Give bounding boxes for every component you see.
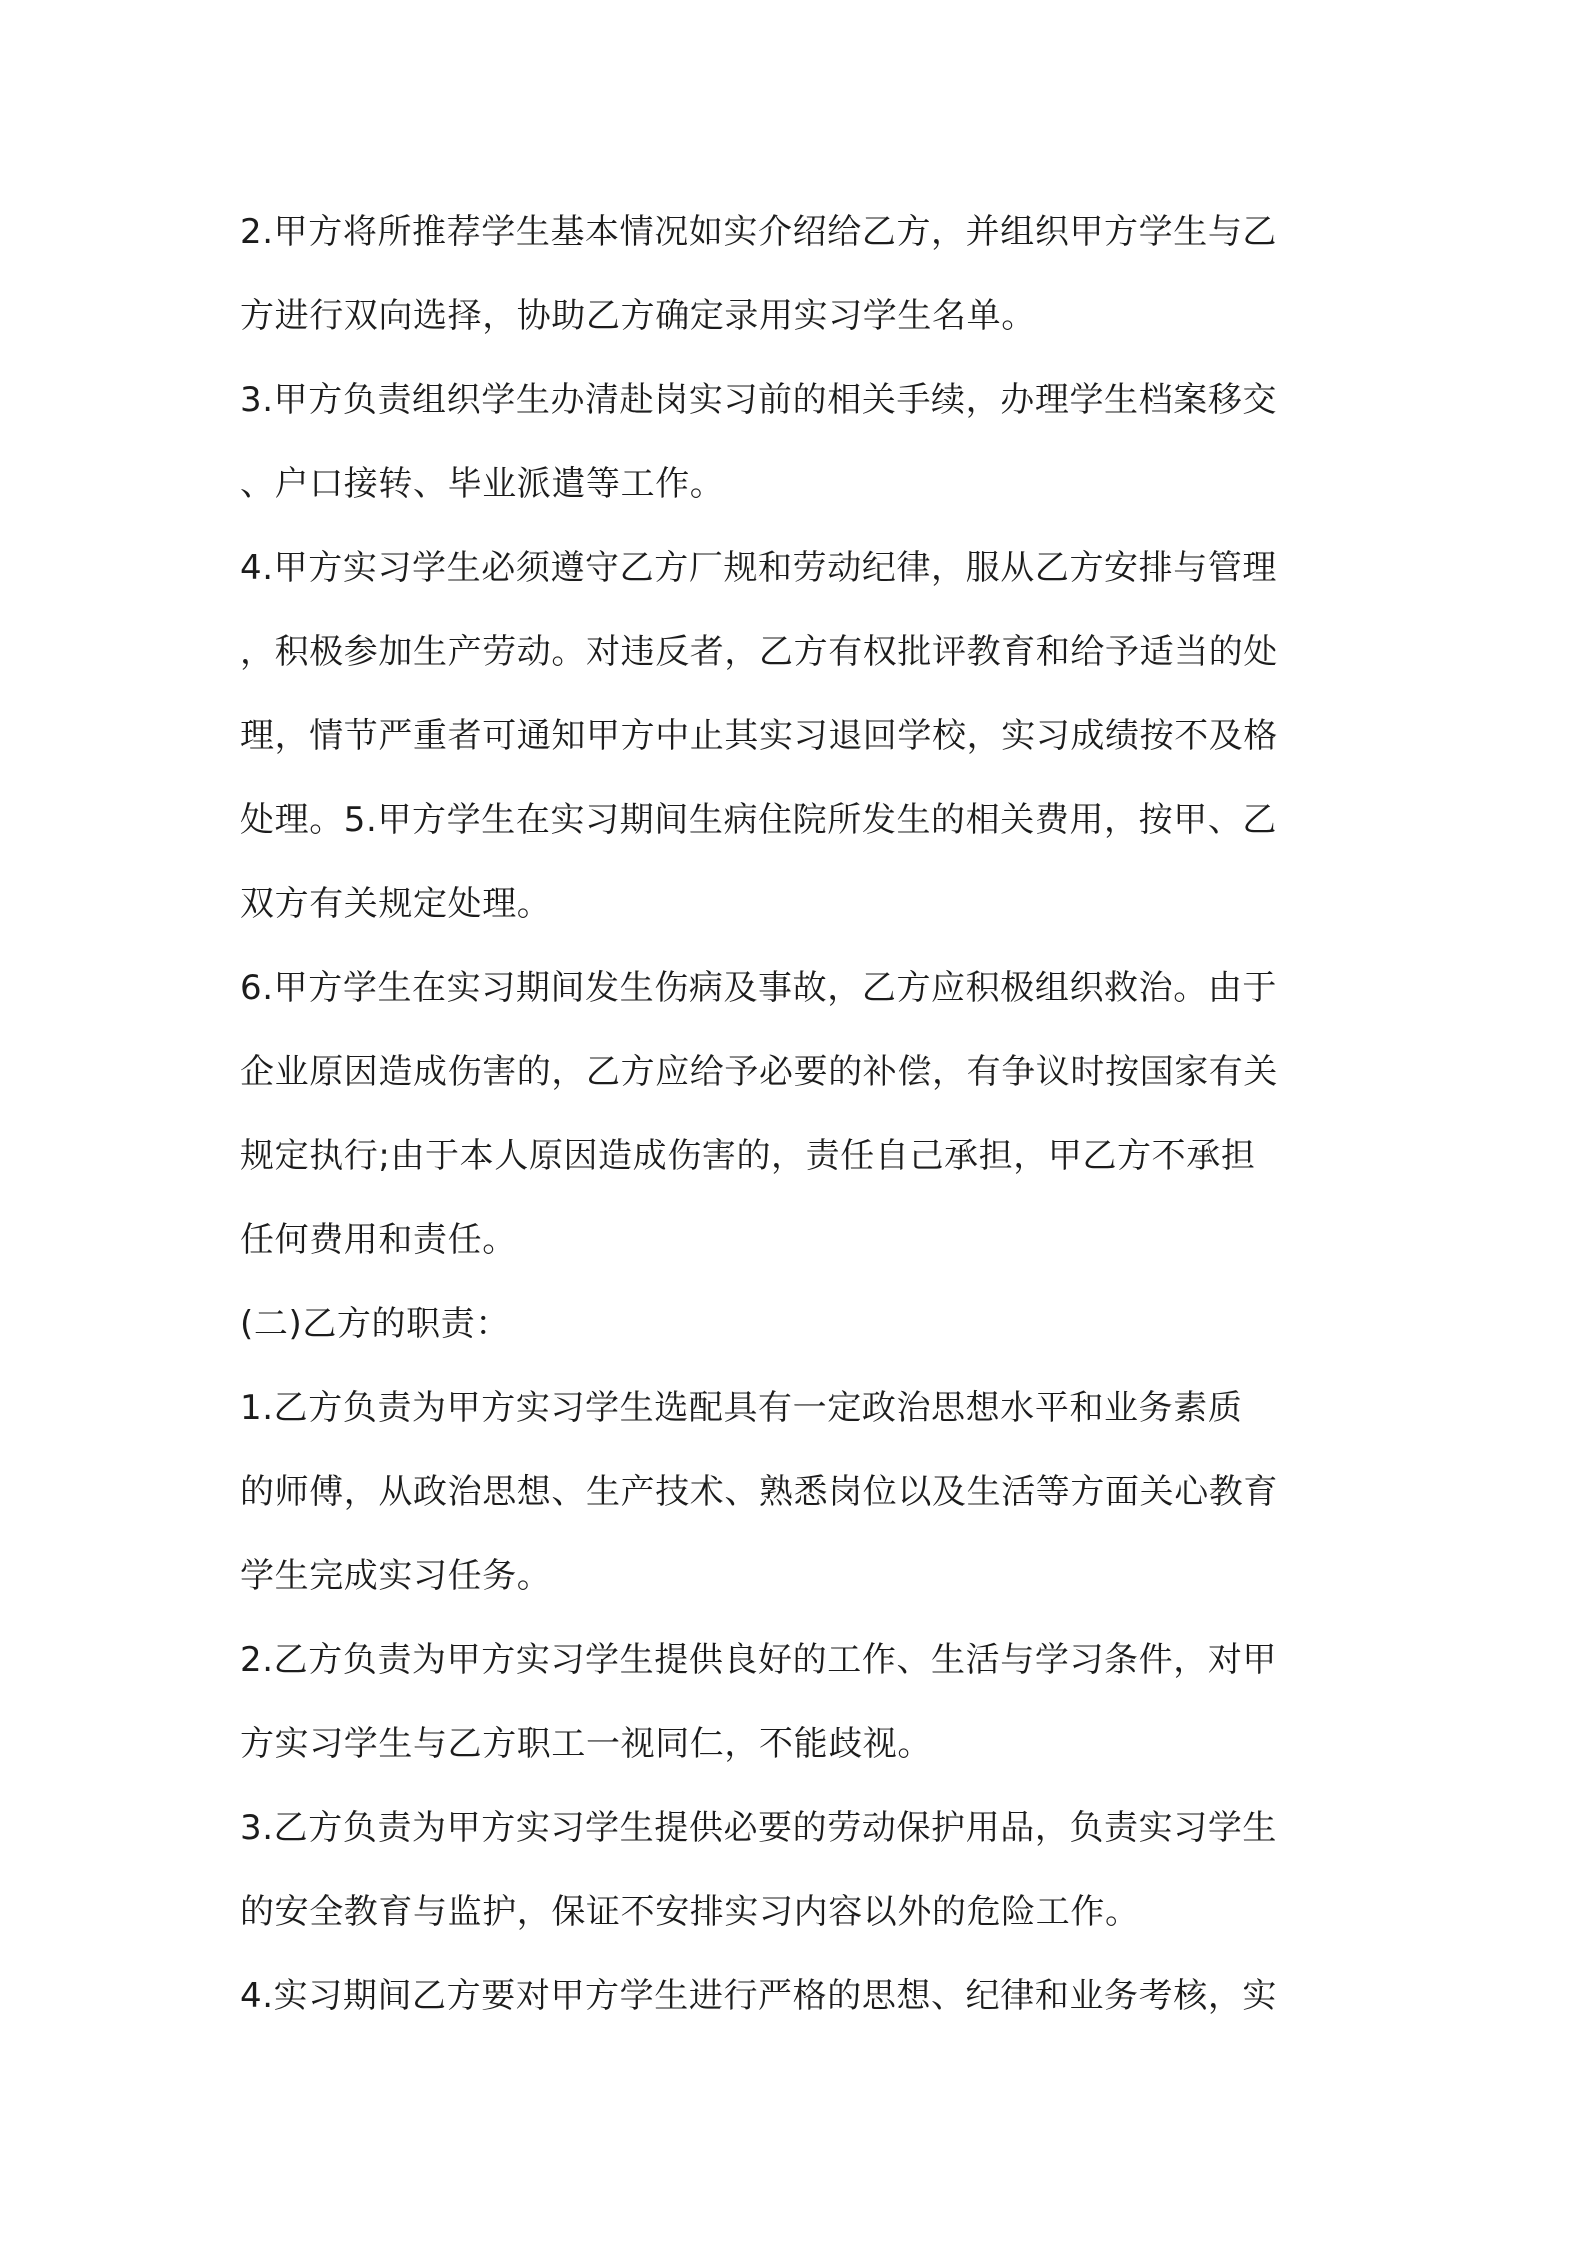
text-line: 6.甲方学生在实习期间发生伤病及事故，乙方应积极组织救治。由于 <box>240 968 1278 1008</box>
text-line: 1.乙方负责为甲方实习学生选配具有一定政治思想水平和业务素质 <box>240 1388 1243 1428</box>
text-line: 3.甲方负责组织学生办清赴岗实习前的相关手续，办理学生档案移交 <box>240 380 1278 420</box>
text-line: 3.乙方负责为甲方实习学生提供必要的劳动保护用品，负责实习学生 <box>240 1808 1278 1848</box>
text-line: 双方有关规定处理。 <box>240 884 552 924</box>
text-line: 4.甲方实习学生必须遵守乙方厂规和劳动纪律，服从乙方安排与管理 <box>240 548 1278 588</box>
text-line: 方进行双向选择，协助乙方确定录用实习学生名单。 <box>240 296 1036 336</box>
document-body <box>240 190 1360 2038</box>
text-line: 任何费用和责任。 <box>240 1220 517 1260</box>
text-line: 规定执行;由于本人原因造成伤害的，责任自己承担，甲乙方不承担 <box>240 1136 1256 1176</box>
text-line: 2.甲方将所推荐学生基本情况如实介绍给乙方，并组织甲方学生与乙 <box>240 212 1278 252</box>
text-line: 学生完成实习任务。 <box>240 1556 552 1596</box>
text-line: ，积极参加生产劳动。对违反者，乙方有权批评教育和给予适当的处 <box>240 632 1278 672</box>
text-line: 的师傅，从政治思想、生产技术、熟悉岗位以及生活等方面关心教育 <box>240 1472 1278 1512</box>
text-line: 的安全教育与监护，保证不安排实习内容以外的危险工作。 <box>240 1892 1140 1932</box>
text-line: 4.实习期间乙方要对甲方学生进行严格的思想、纪律和业务考核，实 <box>240 1976 1278 2016</box>
text-line: 2.乙方负责为甲方实习学生提供良好的工作、生活与学习条件，对甲 <box>240 1640 1278 1680</box>
text-line: 方实习学生与乙方职工一视同仁，不能歧视。 <box>240 1724 932 1764</box>
text-line: 、户口接转、毕业派遣等工作。 <box>240 464 725 504</box>
section-heading: (二)乙方的职责： <box>240 1304 510 1344</box>
text-line: 企业原因造成伤害的，乙方应给予必要的补偿，有争议时按国家有关 <box>240 1052 1278 1092</box>
text-line: 理，情节严重者可通知甲方中止其实习退回学校，实习成绩按不及格 <box>240 716 1278 756</box>
text-line: 处理。5.甲方学生在实习期间生病住院所发生的相关费用，按甲、乙 <box>240 800 1278 840</box>
